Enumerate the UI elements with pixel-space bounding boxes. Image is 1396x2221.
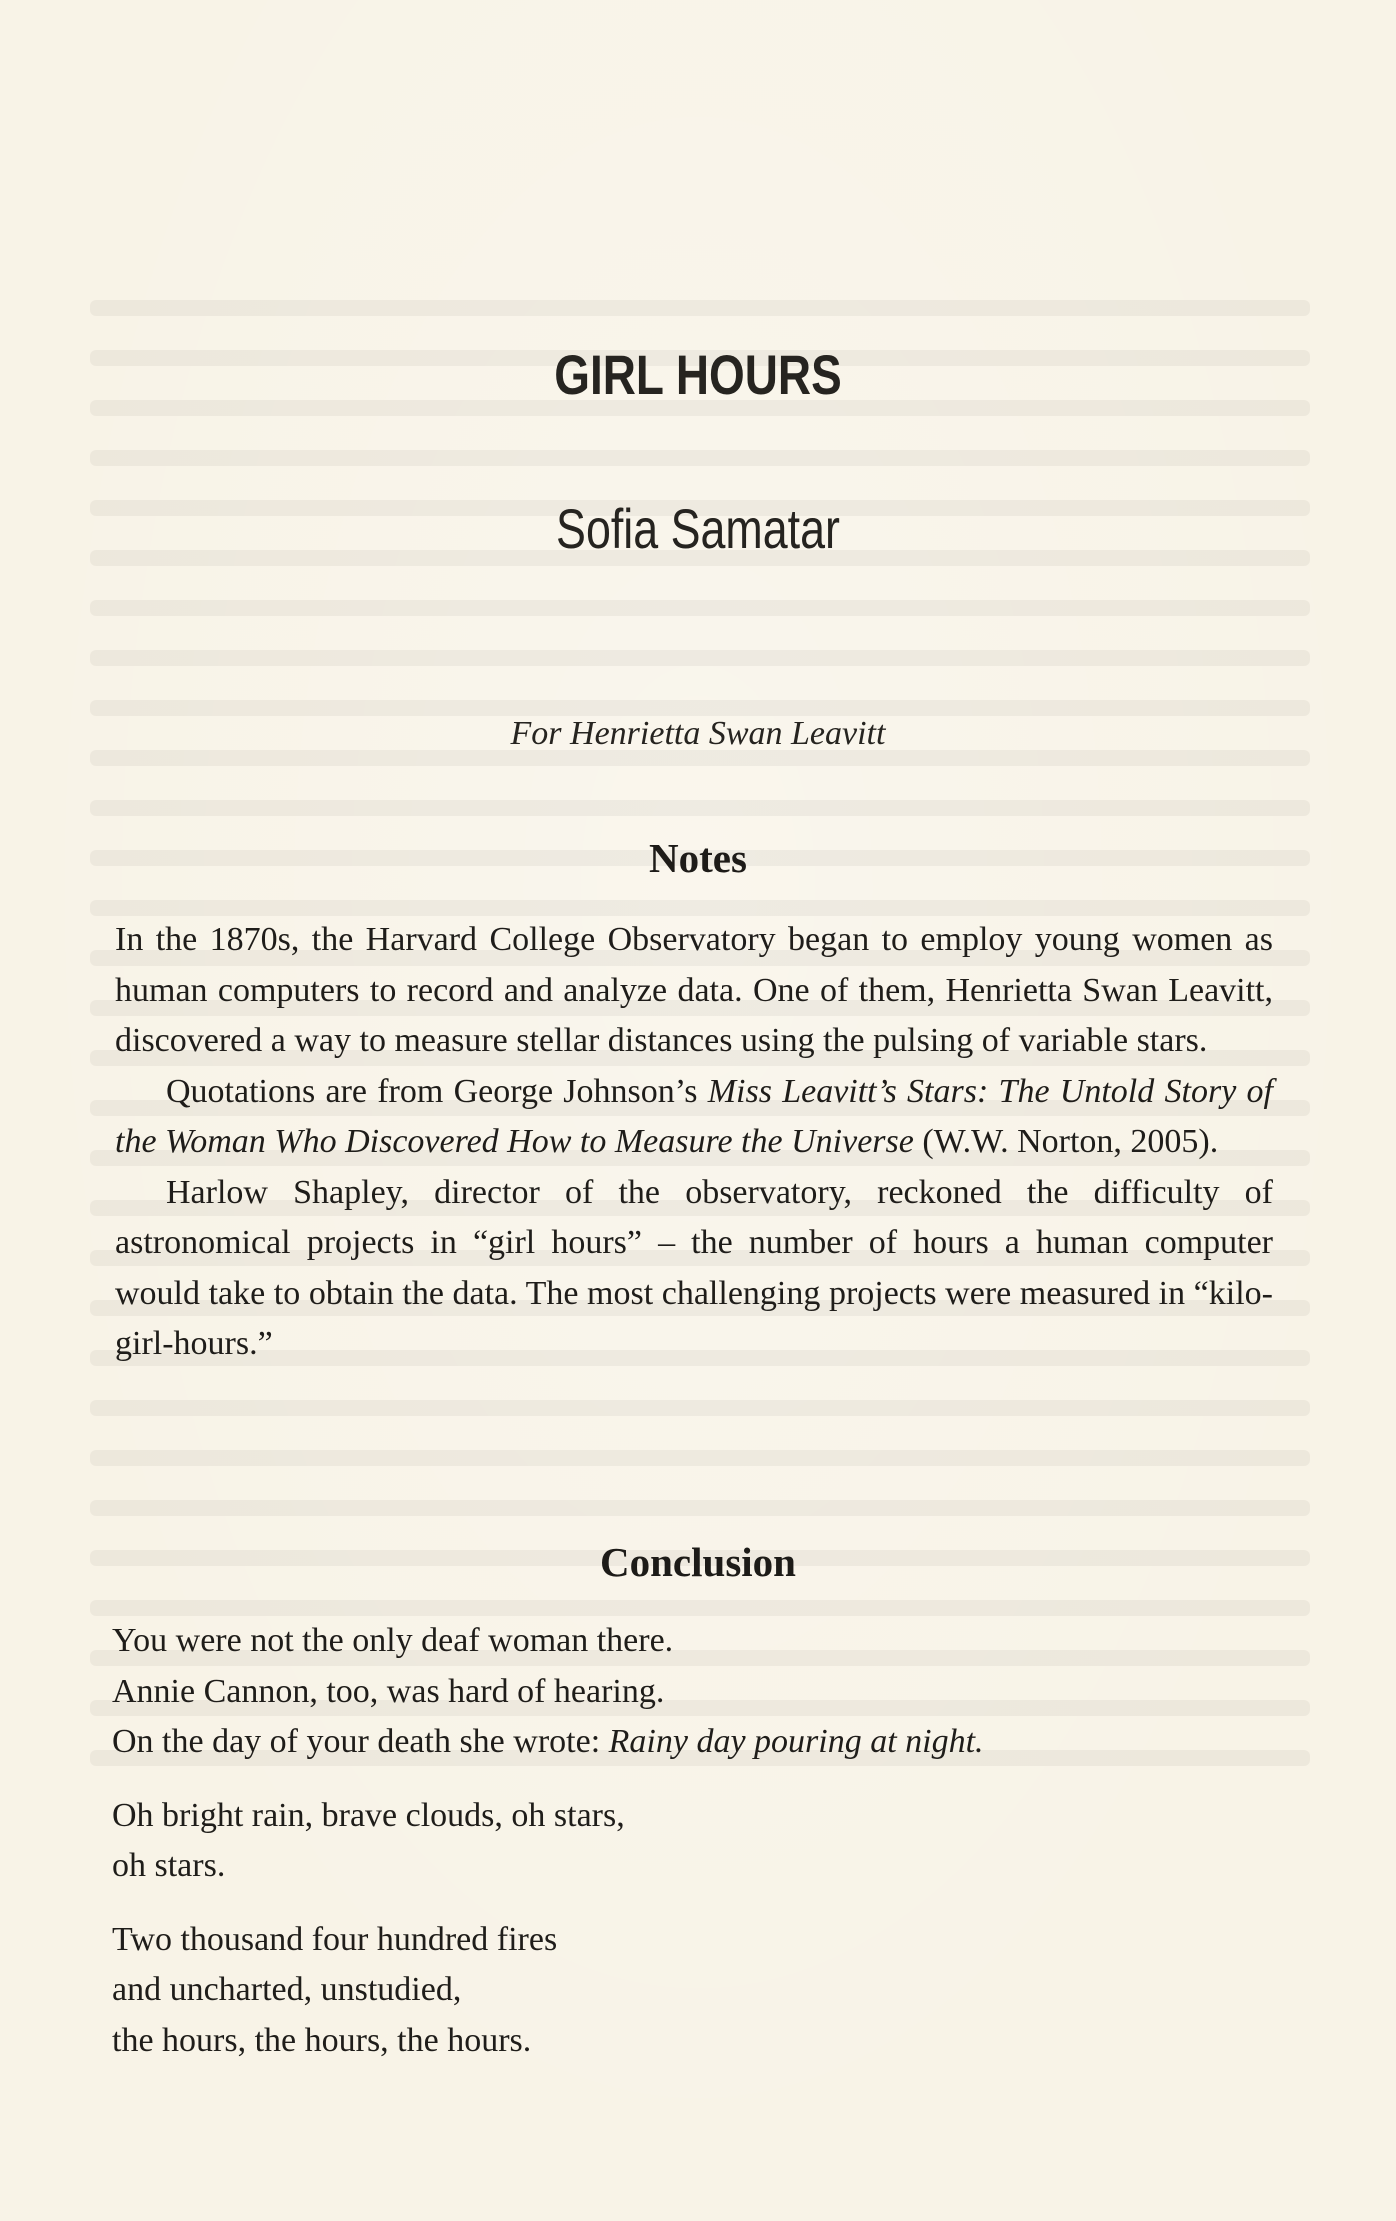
citation-prefix: Quotations are from George Johnson’s xyxy=(166,1072,708,1110)
poem-line: Oh bright rain, brave clouds, oh stars, xyxy=(112,1796,625,1834)
poem-line: You were not the only deaf woman there. xyxy=(112,1622,674,1659)
book-title: Miss Leavitt’s Stars: The Untold Story of the Woman Who Discovered How to Measure the Universe xyxy=(115,1072,1273,1160)
diary-quote: Rainy day pouring at night. xyxy=(608,1723,984,1760)
notes-heading: Notes xyxy=(649,835,747,881)
stanza-1 xyxy=(112,1616,1292,1768)
dedication: For Henrietta Swan Leavitt xyxy=(510,715,886,752)
poem-line xyxy=(112,1717,1292,1768)
poem-line: oh stars. xyxy=(112,1847,226,1884)
poem-line: Annie Cannon, too, was hard of hearing. xyxy=(112,1672,665,1710)
citation-publisher: (W.W. Norton, 2005). xyxy=(913,1123,1219,1160)
poem-line: the hours, the hours, the hours. xyxy=(112,2021,532,2059)
poem-line: and uncharted, unstudied, xyxy=(112,1971,462,2008)
author-name: Sofia Samatar xyxy=(556,497,840,560)
notes-body xyxy=(115,915,1273,1370)
conclusion-heading: Conclusion xyxy=(600,1539,796,1585)
notes-paragraph-3: Harlow Shapley, director of the observatory, reckoned the difficulty of astronomical projects in “girl hours” – the number of hours a human computer would take to obtain the data. The most challenging projects were measured in “kilo-girl-hours.” xyxy=(115,1173,1273,1362)
notes-paragraph-1: In the 1870s, the Harvard College Observatory began to employ young women as human computers to record and analyze data. One of them, Henrietta Swan Leavitt, discovered a way to measure stellar distances using the pulsing of variable stars. xyxy=(115,921,1273,1059)
poem-line: Two thousand four hundred fires xyxy=(112,1920,558,1958)
story-title: GIRL HOURS xyxy=(554,343,842,406)
notes-paragraph-2 xyxy=(115,1067,1273,1168)
poem-line-text: On the day of your death she wrote: xyxy=(112,1723,609,1760)
stanza-3 xyxy=(112,1915,1292,2067)
conclusion-poem xyxy=(112,1616,1292,2089)
stanza-2 xyxy=(112,1791,1292,1892)
